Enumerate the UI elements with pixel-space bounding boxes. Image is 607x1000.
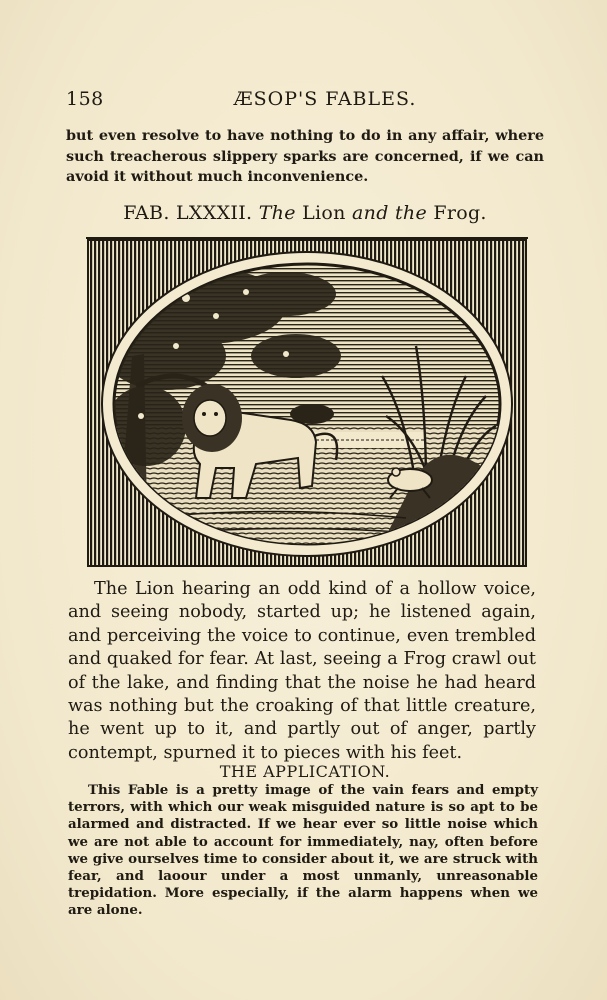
page-number: 158 xyxy=(66,88,104,110)
application-body xyxy=(68,782,538,920)
fable-title-the: The xyxy=(258,202,296,224)
intro-paragraph xyxy=(66,126,544,188)
woodcut-illustration xyxy=(86,236,528,568)
intro-text: but even resolve to have nothing to do in any affair, where such treacherous slippery sparks are concerned, if we can avoid it without much inconvenience. xyxy=(66,127,544,185)
page-header xyxy=(66,88,544,118)
fable-title-and-the: and the xyxy=(352,202,428,224)
fable-number: FAB. LXXXII. xyxy=(123,202,253,224)
woodcut-lion-frog-image xyxy=(86,236,528,568)
fable-body-text: The Lion hearing an odd kind of a hollow voice, and seeing nobody, started up; he listened again, and perceiving the voice to continue, even trembled and quaked for fear. At last, seeing a Frog crawl out of the lake, and finding that the noise he had heard was nothing but the croaking of that little creature, he went up to it, and partly out of anger, partly contempt, spurned it to pieces with his feet. xyxy=(68,579,536,763)
running-head: ÆSOP'S FABLES. xyxy=(233,88,417,110)
fable-title xyxy=(66,202,544,224)
fable-body xyxy=(68,578,536,765)
application-heading: THE APPLICATION. xyxy=(219,762,391,781)
fable-title-frog: Frog. xyxy=(433,202,487,224)
application-text: This Fable is a pretty image of the vain fears and empty terrors, with which our weak misguided nature is so apt to be alarmed and distracted. If we hear ever so little noise which we are not able to account for immediately, nay, often before we give ourselves time to consider about it, we are struck with fear, and laoour under a most unmanly, unreasonable trepidation. More especially, if the alarm happens when we are alone. xyxy=(68,782,538,919)
fable-title-lion: Lion xyxy=(302,202,346,224)
